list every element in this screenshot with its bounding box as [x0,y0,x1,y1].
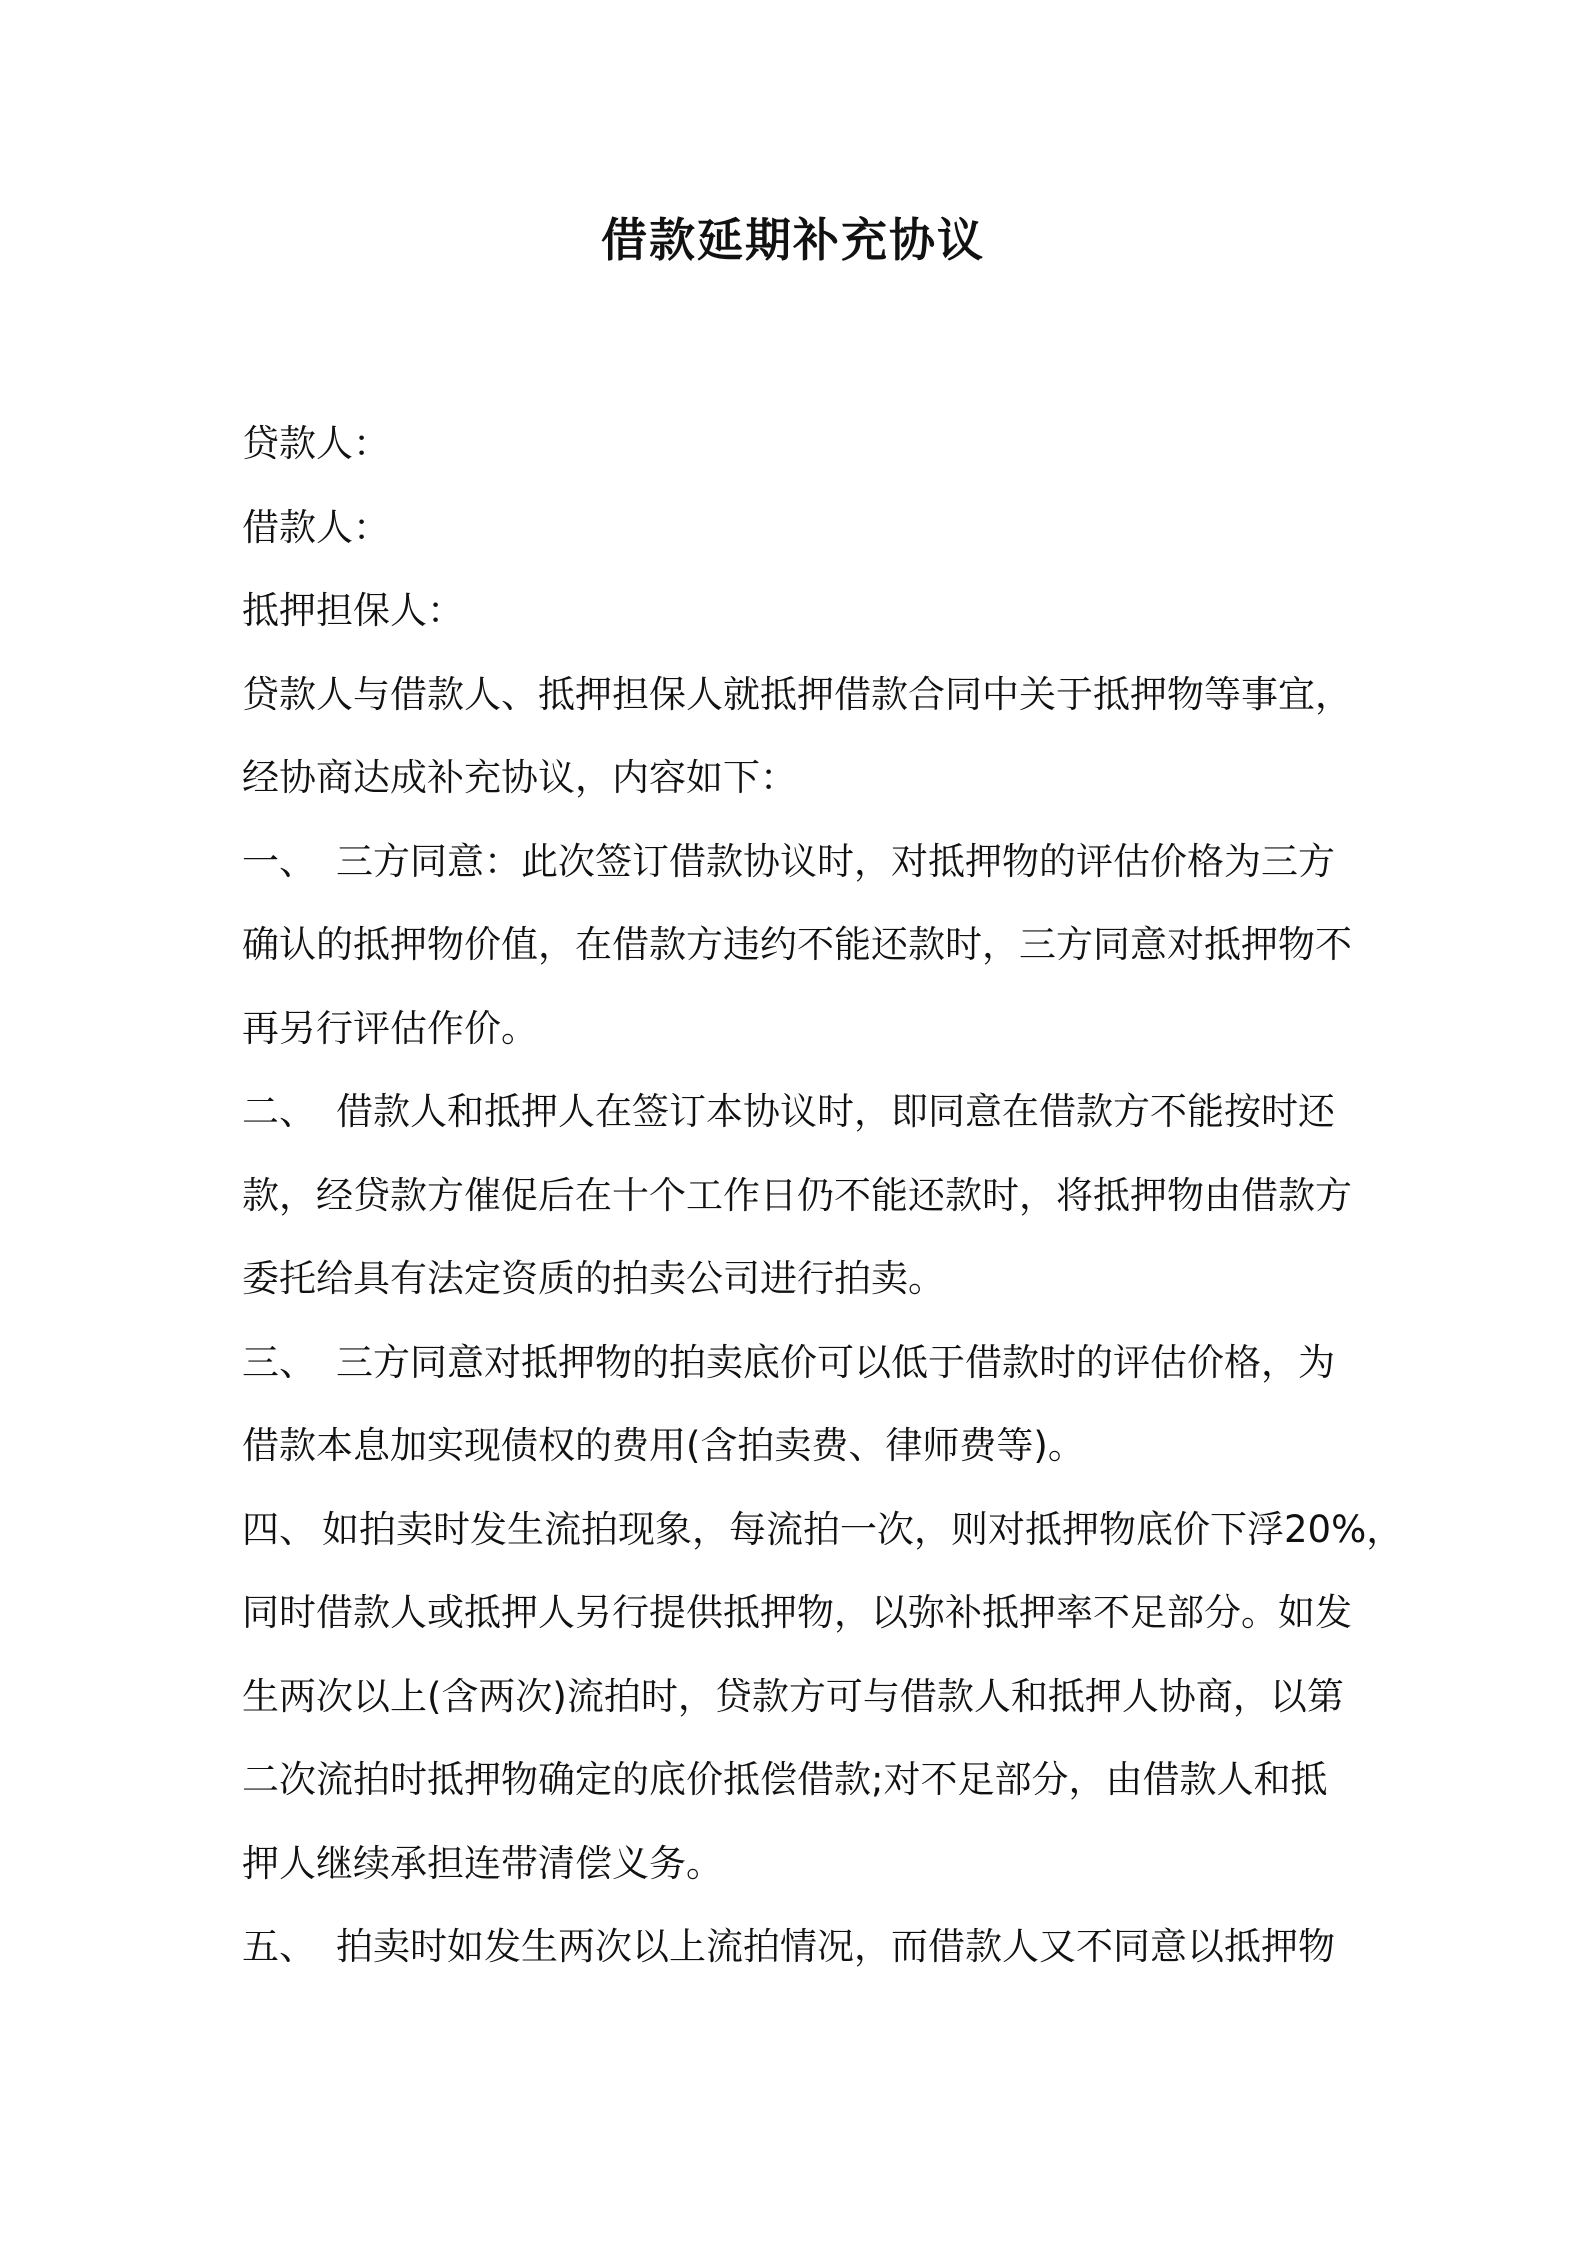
clause-text: 拍卖时如发生两次以上流拍情况，而借款人又不同意以抵押物 [336,1925,1335,1968]
clause-1-line: 确认的抵押物价值，在借款方违约不能还款时，三方同意对抵押物不 [242,923,1352,966]
clause-text: 借款人和抵押人在签订本协议时，即同意在借款方不能按时还 [336,1090,1335,1133]
intro-line: 经协商达成补充协议，内容如下： [242,756,797,799]
clause-number: 二、 [242,1090,316,1133]
clause-2-line: 委托给具有法定资质的拍卖公司进行拍卖。 [242,1257,945,1300]
clause-number: 一、 [242,839,316,883]
guarantor-line: 抵押担保人： [242,589,464,632]
clause-4-line: 同时借款人或抵押人另行提供抵押物，以弥补抵押率不足部分。如发 [242,1591,1352,1634]
clause-text: 三方同意对抵押物的拍卖底价可以低于借款时的评估价格，为 [336,1340,1335,1384]
clause-4-line: 押人继续承担连带清偿义务。 [242,1841,723,1885]
document-title: 借款延期补充协议 [601,213,985,267]
clause-number: 三、 [242,1340,316,1384]
clause-text: 如拍卖时发生流拍现象，每流拍一次，则对抵押物底价下浮20%， [322,1507,1404,1551]
clause-2-line: 款，经贷款方催促后在十个工作日仍不能还款时，将抵押物由借款方 [242,1173,1352,1217]
intro-line: 贷款人与借款人、抵押担保人就抵押借款合同中关于抵押物等事宜， [242,672,1352,716]
clause-3-first-line [242,1321,1372,1405]
borrower-line: 借款人： [242,505,390,549]
clause-4-first-line [242,1488,1404,1572]
clause-4-line: 二次流拍时抵押物确定的底价抵偿借款;对不足部分，由借款人和抵 [242,1758,1328,1801]
clause-1-line: 再另行评估作价。 [242,1006,538,1050]
document-body [242,402,1404,1989]
clause-5-first-line [242,1905,1372,1989]
clause-1-first-line [242,820,1372,904]
clause-3-line: 借款本息加实现债权的费用(含拍卖费、律师费等)。 [242,1424,1085,1467]
clause-text: 三方同意：此次签订借款协议时，对抵押物的评估价格为三方 [336,839,1335,883]
lender-line: 贷款人： [242,422,390,465]
clause-number: 五、 [242,1925,316,1968]
clause-number: 四、 [242,1507,316,1551]
clause-2-first-line [242,1070,1372,1154]
clause-4-line: 生两次以上(含两次)流拍时，贷款方可与借款人和抵押人协商，以第 [242,1674,1344,1718]
